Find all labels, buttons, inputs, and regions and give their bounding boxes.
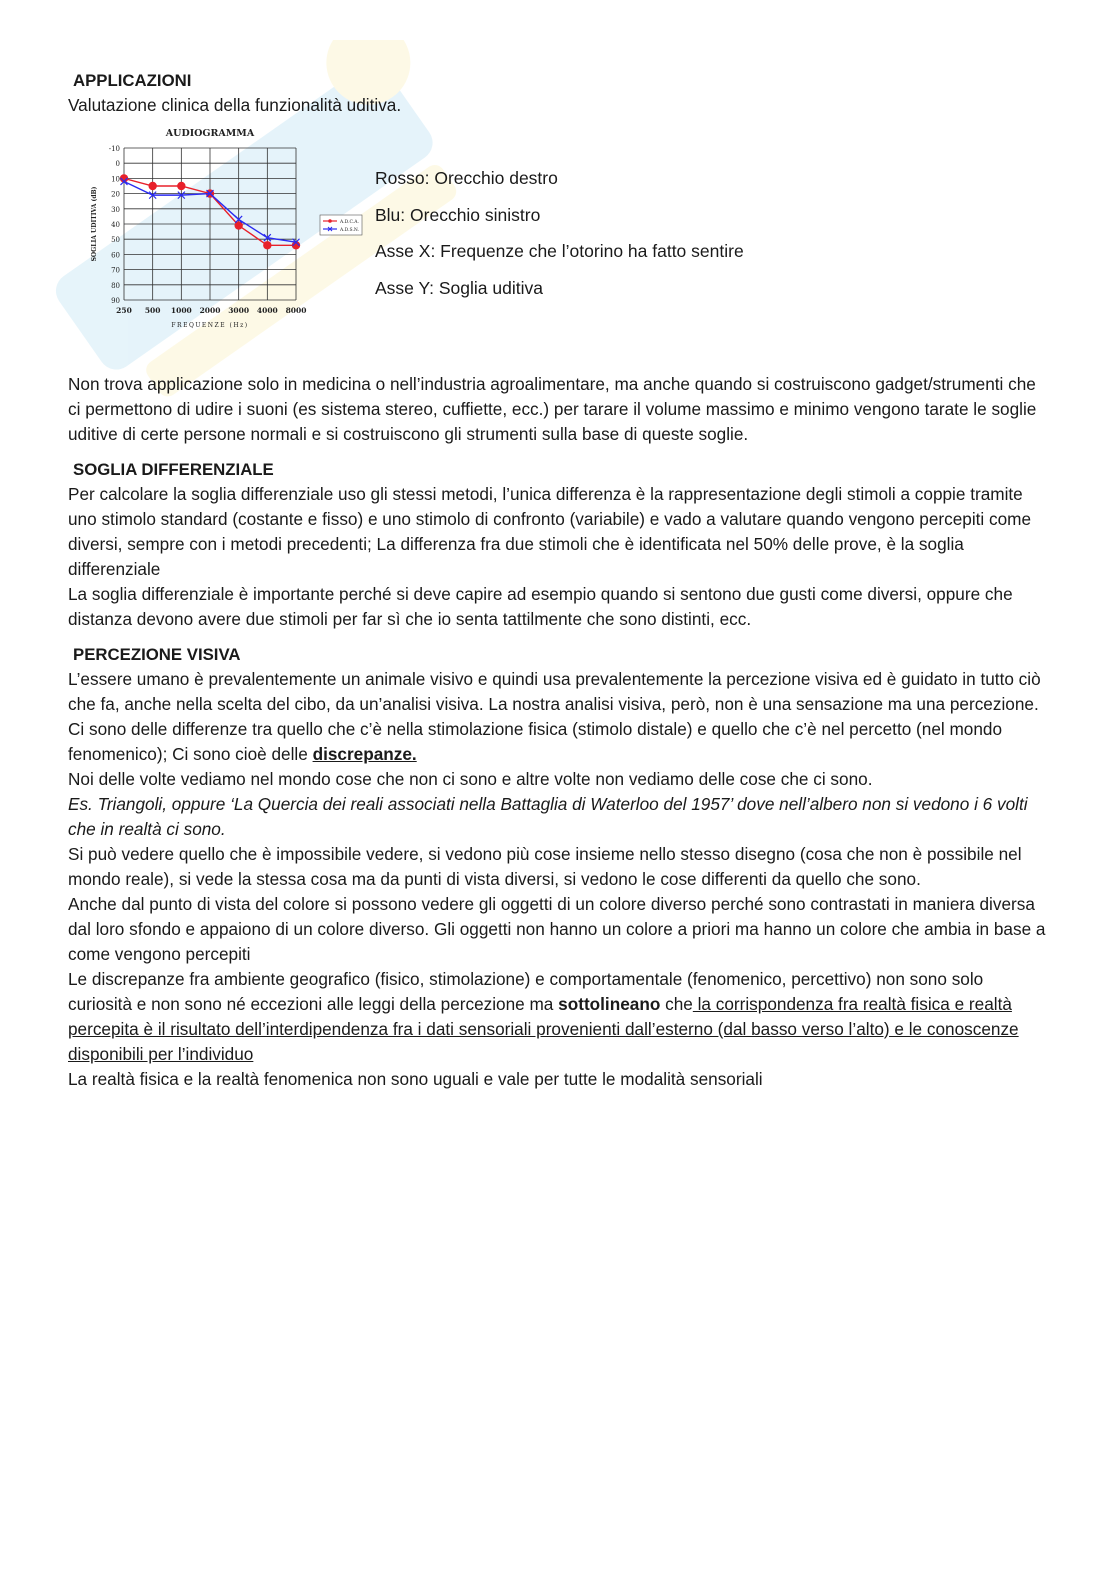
percezione-paragraph-7 — [68, 967, 1048, 1067]
y-tick-label: -10 — [108, 145, 120, 153]
legend-line-blue: Blu: Orecchio sinistro — [375, 204, 541, 225]
audiogram-legend-text — [375, 166, 744, 312]
percezione-paragraph-6: Anche dal punto di vista del colore si possono vedere gli oggetti di un colore diverso perché sono contrastati in maniera diversa dal loro sfondo e appaiono di un colore diverso. Gli oggetti non hanno un colore a priori ma hanno un colore che ambia in base a come vengono percepiti — [68, 894, 1046, 964]
p7-text-mid: che — [660, 994, 693, 1014]
section-title-percezione: PERCEZIONE VISIVA — [73, 645, 241, 664]
legend-label-1: A.D.S.N. — [340, 228, 359, 233]
sottolineano-bold: sottolineano — [558, 994, 661, 1014]
data-point-right-ear — [263, 241, 271, 249]
x-axis-label: FREQUENZE (Hz) — [171, 322, 249, 329]
legend-label-0: A.D.C.A. — [340, 220, 359, 225]
applicazioni-paragraph: Non trova applicazione solo in medicina o nell’industria agroalimentare, ma anche quando si costruiscono gadget/strumenti che ci permettono di udire i suoni (es sistema stereo, cuffiette, ecc.) per tarare il volume massimo e minimo vengono tarate le soglie uditive di certe persone normali e si costruiscono gli strumenti sulla base di queste soglie. — [68, 374, 1037, 444]
y-tick-label: 70 — [111, 266, 120, 275]
percezione-paragraph-2 — [68, 717, 1048, 767]
y-tick-label: 80 — [111, 281, 120, 290]
audiogram-chart — [82, 124, 422, 364]
x-tick-label: 250 — [116, 306, 132, 315]
applicazioni-intro: Valutazione clinica della funzionalità uditiva. — [68, 95, 402, 115]
discrepanze-emphasis: discrepanze. — [312, 744, 417, 764]
p7-text-before: Le discrepanze fra ambiente geografico (fisico, stimolazione) e comportamentale (fenomenico, percettivo) non sono solo curiosità e non sono né eccezioni alle leggi della percezione ma — [68, 969, 984, 1014]
x-tick-label: 3000 — [228, 306, 250, 315]
data-point-right-ear — [177, 182, 185, 190]
x-tick-label: 8000 — [285, 306, 307, 315]
percezione-example: Es. Triangoli, oppure ‘La Quercia dei reali associati nella Battaglia di Waterloo del 1957’ dove nell’albero non si vedono i 6 volti che in realtà ci sono. — [68, 794, 1028, 839]
percezione-paragraph-1: L’essere umano è prevalentemente un animale visivo e quindi usa prevalentemente la percezione visiva ed è guidato in tutto ciò che fa, anche nella scelta del cibo, da un’analisi visiva. La nostra analisi visiva, però, non è una sensazione ma una percezione. — [68, 669, 1041, 714]
y-tick-label: 20 — [111, 190, 120, 199]
y-tick-label: 90 — [111, 297, 120, 305]
section-title-applicazioni: APPLICAZIONI — [73, 71, 192, 90]
x-tick-label: 500 — [144, 306, 161, 315]
legend-line-y-axis: Asse Y: Soglia uditiva — [375, 277, 543, 298]
x-tick-label: 1000 — [170, 306, 192, 315]
percezione-paragraph-5: Si può vedere quello che è impossibile vedere, si vedono più cose insieme nello stesso disegno (cosa che non è possibile nel mondo reale), si vede la stessa cosa ma da punti di vista diversi, si vedono le cose differenti da quello che sono. — [68, 844, 1022, 889]
y-axis-label: SOGLIA UDITIVA (dB) — [91, 186, 98, 262]
percezione-p2-text: Ci sono delle differenze tra quello che c’è nella stimolazione fisica (stimolo distale) e quello che c’è nel percetto (nel mondo fenomenico); Ci sono cioè delle — [68, 719, 1003, 764]
y-tick-label: 50 — [111, 236, 120, 245]
legend-line-x-axis: Asse X: Frequenze che l’otorino ha fatto sentire — [375, 241, 744, 261]
soglia-paragraph-2: La soglia differenziale è importante perché si deve capire ad esempio quando si sentono due gusti come diversi, oppure che distanza devono avere due stimoli per far sì che io senta tattilmente che sono distinti, ecc. — [68, 584, 1013, 629]
y-tick-label: 60 — [111, 251, 120, 260]
x-tick-label: 2000 — [199, 306, 221, 315]
x-tick-label: 4000 — [256, 306, 278, 315]
p7-underlined: la corrispondenza fra realtà fisica e realtà percepita è il risultato dell’interdipendenza fra i dati sensoriali provenienti dall’esterno (dal basso verso l’alto) e le conoscenze disponibili per l’individuo — [68, 994, 1019, 1064]
audiogram-figure — [68, 124, 1048, 372]
y-tick-label: 30 — [111, 205, 120, 214]
percezione-paragraph-3: Noi delle volte vediamo nel mondo cose che non ci sono e altre volte non vediamo delle cose che ci sono. — [68, 769, 873, 789]
section-title-soglia: SOGLIA DIFFERENZIALE — [73, 460, 274, 479]
data-point-right-ear — [148, 182, 156, 190]
soglia-paragraph-1: Per calcolare la soglia differenziale uso gli stessi metodi, l’unica differenza è la rappresentazione degli stimoli a coppie tramite uno stimolo standard (costante e fisso) e uno stimolo di confronto (variabile) e vado a valutare quando vengono percepiti come diversi, sempre con i metodi precedenti; La differenza fra due stimoli che è identificata nel 50% delle prove, è la soglia differenziale — [68, 484, 1032, 579]
legend-marker-0 — [328, 219, 332, 223]
y-tick-label: 40 — [111, 221, 120, 229]
legend-line-red: Rosso: Orecchio destro — [375, 168, 558, 188]
y-tick-label: 10 — [111, 175, 120, 184]
document-body — [68, 68, 1048, 1092]
y-tick-label: 0 — [115, 160, 120, 169]
percezione-paragraph-8: La realtà fisica e la realtà fenomenica non sono uguali e vale per tutte le modalità sensoriali — [68, 1069, 763, 1089]
chart-title: AUDIOGRAMMA — [165, 128, 255, 139]
